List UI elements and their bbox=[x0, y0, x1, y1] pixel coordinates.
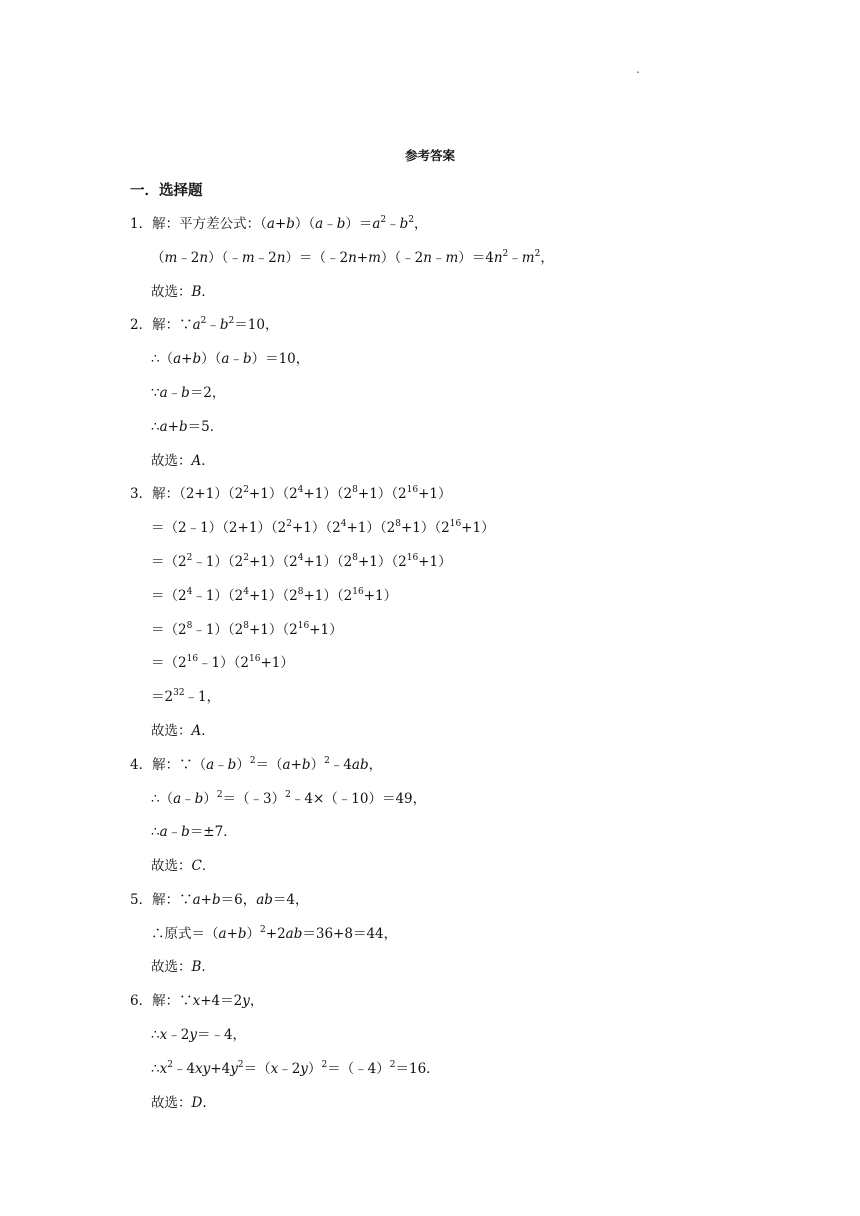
page-title: 参考答案 bbox=[404, 148, 455, 163]
q4-line-1: 4．解：$\because(a﹣b)^2=(a+b)^2﹣4ab$， bbox=[130, 756, 383, 773]
q3-line-4: $=(2^4﹣1)(2^4+1)(2^8+1)(2^{16}+1)$ bbox=[151, 587, 398, 604]
q3-answer: 故选：A． bbox=[151, 723, 215, 739]
q2-line-1: 2．解：$\because a^2﹣b^2=10$， bbox=[130, 316, 279, 333]
q3-line-5: $=(2^8﹣1)(2^8+1)(2^{16}+1)$ bbox=[151, 621, 343, 638]
q6-answer: 故选：D． bbox=[151, 1095, 216, 1111]
q3-line-3: $=(2^2﹣1)(2^2+1)(2^4+1)(2^8+1)(2^{16}+1)$ bbox=[151, 553, 452, 570]
q5-line-2: ∴原式$=(a+b)^2+2ab=36+8=44$， bbox=[151, 925, 398, 942]
section-heading: 一．选择题 bbox=[130, 183, 203, 199]
q6-line-2: ∴x﹣2y＝﹣4， bbox=[151, 1027, 247, 1043]
q2-line-4: ∴a+b＝5． bbox=[151, 419, 224, 435]
q2-line-2: ∴（a+b）（a﹣b）＝10， bbox=[151, 351, 310, 367]
q6-line-1: 6．解：∵x+4＝2y， bbox=[130, 993, 264, 1009]
q1-line-1: 1．解：平方差公式：$(a+b)(a﹣b)=a^2﹣b^2$， bbox=[130, 215, 428, 232]
q4-line-3: ∴a﹣b＝±7． bbox=[151, 824, 237, 840]
q3-line-7: $=2^{32}﹣1$， bbox=[151, 688, 221, 705]
q1-line-2: $(m﹣2n)(﹣m﹣2n)=(﹣2n+m)(﹣2n﹣m)=4n^2﹣m^2$， bbox=[151, 249, 554, 266]
q5-line-1: 5．解：∵a+b＝6，ab＝4， bbox=[130, 892, 309, 908]
q2-answer: 故选：A． bbox=[151, 453, 215, 469]
q4-line-2: ∴（a﹣b）$^2$＝（﹣3）$^2$﹣4×（﹣10）＝49， bbox=[151, 790, 427, 807]
q6-line-3: $\therefore x^2﹣4xy+4y^2=(x﹣2y)^2=(﹣4)^2=16$． bbox=[151, 1060, 440, 1077]
q5-answer: 故选：B． bbox=[151, 959, 215, 975]
q3-line-6: $=(2^{16}﹣1)(2^{16}+1)$ bbox=[151, 654, 294, 671]
header-mark: . bbox=[636, 62, 640, 76]
q3-line-2: $=(2﹣1)(2+1)(2^2+1)(2^4+1)(2^8+1)(2^{16}+1)$ bbox=[151, 519, 495, 536]
q2-line-3: ∵a﹣b＝2， bbox=[151, 385, 226, 401]
q1-answer: 故选：B． bbox=[151, 284, 215, 300]
q3-line-1: 3．解：$(2+1)(2^2+1)(2^4+1)(2^8+1)(2^{16}+1)$ bbox=[130, 485, 452, 502]
q4-answer: 故选：C． bbox=[151, 858, 216, 874]
